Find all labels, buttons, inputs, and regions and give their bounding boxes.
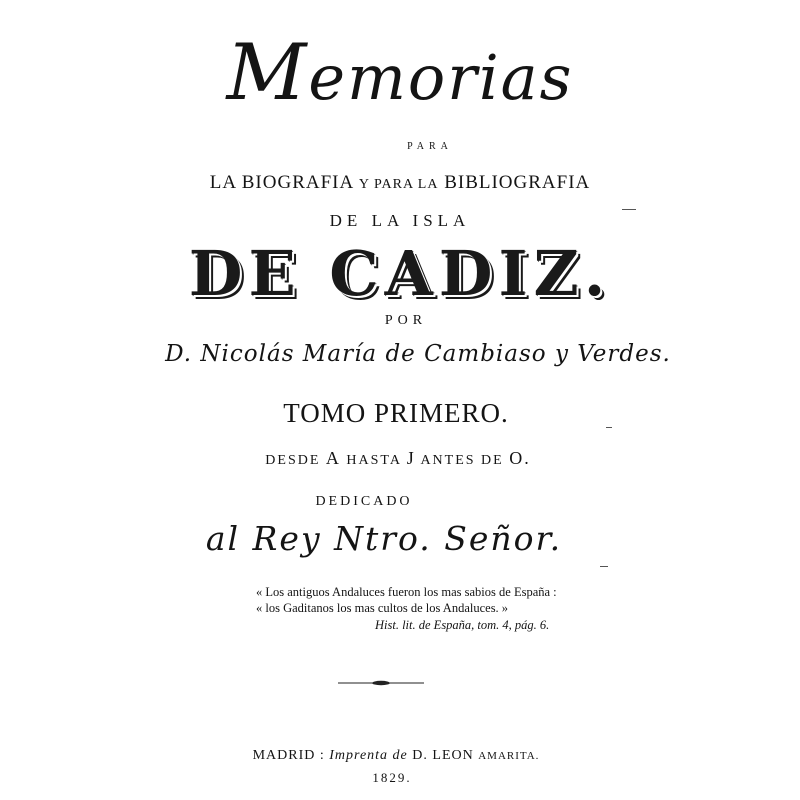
para-label: PARA bbox=[407, 141, 453, 152]
ornamental-rule-icon bbox=[338, 678, 424, 688]
imprint-printer-name: AMARITA. bbox=[478, 750, 540, 762]
imprint-city: MADRID : bbox=[252, 748, 325, 763]
de-cadiz-title: DE CADIZ. bbox=[188, 237, 612, 310]
author-name: D. Nicolás María de Cambiaso y Verdes. bbox=[165, 341, 671, 367]
range-letter-j: J bbox=[406, 448, 416, 468]
epigraph bbox=[256, 584, 636, 616]
range-hasta: HASTA bbox=[346, 453, 402, 468]
paper-speck bbox=[622, 209, 636, 210]
subtitle-part2: Y PARA LA bbox=[358, 177, 439, 192]
subtitle-part1: LA BIOGRAFIA bbox=[209, 172, 354, 193]
volume-range bbox=[0, 448, 798, 469]
volume-title: TOMO PRIMERO. bbox=[283, 398, 509, 428]
range-desde: DESDE bbox=[265, 453, 321, 468]
por-label: POR bbox=[384, 313, 428, 328]
paper-speck bbox=[606, 427, 612, 428]
dedication-line: al Rey Ntro. Señor. bbox=[205, 519, 563, 558]
title-memorias: Memorias bbox=[226, 28, 574, 118]
range-letter-a: A bbox=[325, 448, 341, 468]
range-antes-de: ANTES DE bbox=[420, 453, 504, 468]
epigraph-line-2: « los Gaditanos los mas cultos de los Andaluces. » bbox=[256, 601, 509, 615]
range-letter-o: O. bbox=[509, 448, 531, 468]
epigraph-citation: Hist. lit. de España, tom. 4, pág. 6. bbox=[375, 618, 550, 632]
imprint bbox=[0, 748, 796, 764]
epigraph-line-1: « Los antiguos Andaluces fueron los mas sabios de España : bbox=[256, 585, 557, 599]
de-la-isla: DE LA ISLA bbox=[329, 211, 471, 230]
publication-year: 1829. bbox=[372, 770, 412, 785]
imprint-printer-initial: D. LEON bbox=[412, 748, 474, 763]
subtitle-biografia bbox=[0, 172, 800, 194]
subtitle-part3: BIBLIOGRAFIA bbox=[444, 172, 591, 193]
imprint-press: Imprenta de bbox=[329, 748, 408, 763]
paper-speck bbox=[600, 566, 608, 567]
dedicado-label: DEDICADO bbox=[315, 494, 413, 509]
